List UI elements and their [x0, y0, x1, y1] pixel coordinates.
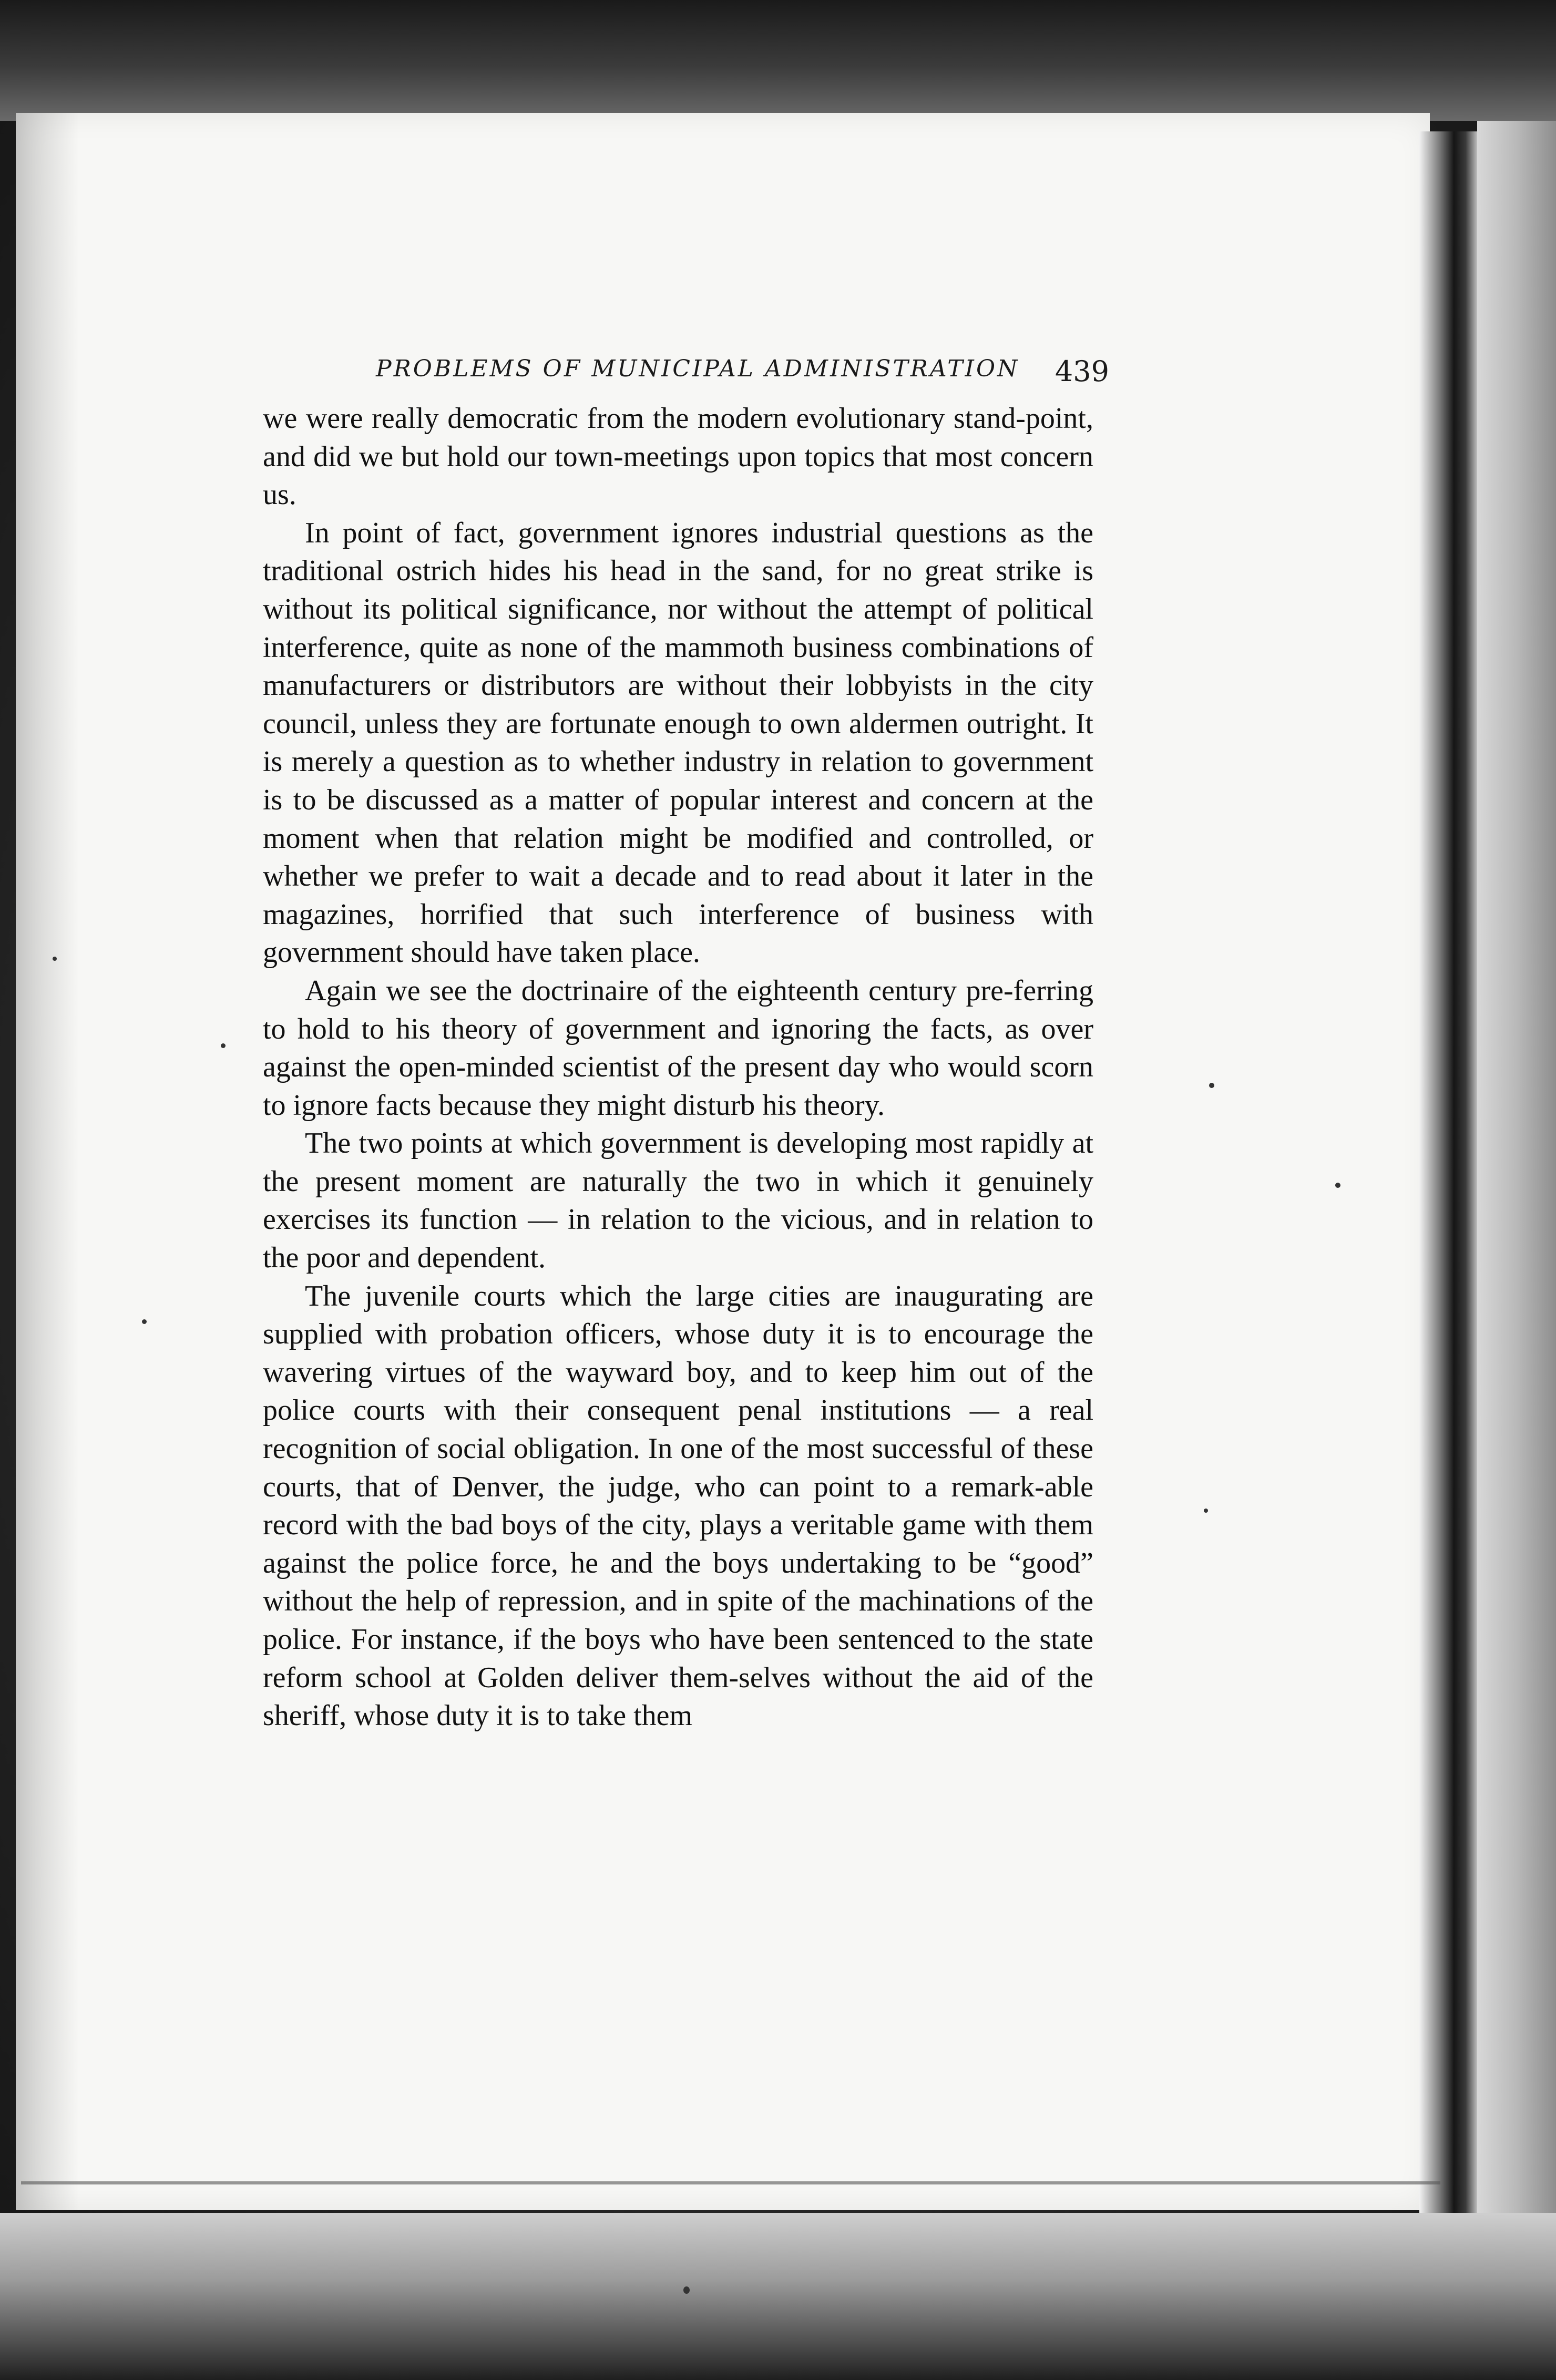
- scan-speck: [1209, 1083, 1214, 1088]
- scan-bottom-shadow: [0, 2213, 1556, 2380]
- scan-right-margin: [1477, 121, 1556, 2218]
- scan-top-shadow: [0, 0, 1556, 121]
- page-bottom-edge: [21, 2181, 1440, 2184]
- body-text: [263, 399, 1093, 1735]
- page-stack-edge: [1419, 131, 1477, 2223]
- paragraph: In point of fact, government ignores industrial questions as the traditional ostrich hides his head in the sand, for no great strike is without its political significance, nor without the attempt of political interference, quite as none of the mammoth business combinations of manufacturers or distributors are without their lobbyists in the city council, unless they are fortunate enough to own aldermen outright. It is merely a question as to whether industry in relation to government is to be discussed as a matter of popular interest and concern at the moment when that relation might be modified and controlled, or whether we prefer to wait a decade and to read about it later in the magazines, horrified that such interference of business with government should have taken place.: [263, 516, 1093, 969]
- scan-speck: [1204, 1509, 1208, 1513]
- paragraph: Again we see the doctrinaire of the eighteenth century pre-ferring to hold to his theory of government and ignoring the facts, as over against the open-minded scientist of the present day who would scorn to ignore facts because they might disturb his theory.: [263, 974, 1093, 1122]
- paragraph: The juvenile courts which the large cities are inaugurating are supplied with probation officers, whose duty it is to encourage the wavering virtues of the wayward boy, and to keep him out of the police courts with their consequent penal institutions — a real recognition of social obligation. In one of the most successful of these courts, that of Denver, the judge, who can point to a remark-able record with the bad boys of the city, plays a veritable game with them against the police force, he and the boys undertaking to be “good” without the help of repression, and in spite of the machinations of the police. For instance, if the boys who have been sentenced to the state reform school at Golden deliver them-selves without the aid of the sheriff, whose duty it is to take them: [263, 1279, 1093, 1732]
- paragraph: we were really democratic from the modern evolutionary stand-point, and did we but hold our town-meetings upon topics that most concern us.: [263, 402, 1093, 511]
- scan-speck: [53, 957, 57, 961]
- scan-speck: [683, 2286, 690, 2294]
- page-gutter-shade: [16, 113, 79, 2210]
- scan-speck: [221, 1043, 226, 1048]
- running-head-title: PROBLEMS OF MUNICIPAL ADMINISTRATION: [376, 355, 1020, 382]
- scan-speck: [1335, 1183, 1340, 1188]
- scan-speck: [142, 1319, 147, 1324]
- paragraph: The two points at which government is developing most rapidly at the present moment are naturally the two in which it genuinely exercises its function — in relation to the vicious, and in relation to the poor and dependent.: [263, 1127, 1093, 1275]
- page-number: 439: [1055, 355, 1109, 388]
